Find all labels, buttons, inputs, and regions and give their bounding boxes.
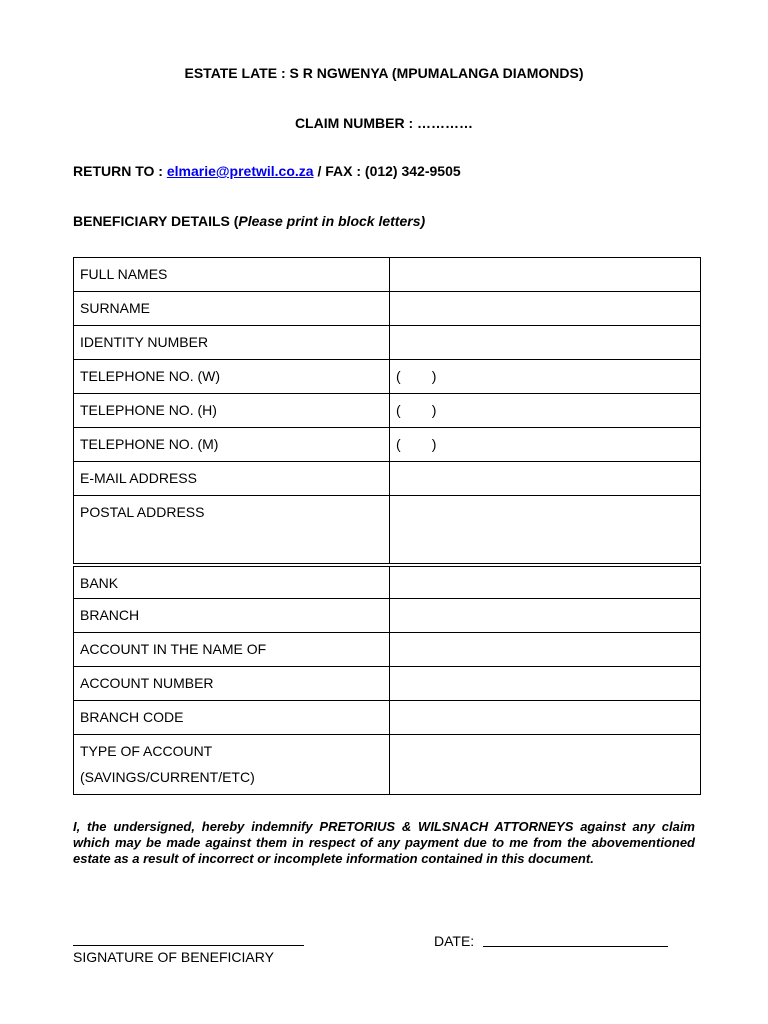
beneficiary-form-table [73, 257, 701, 795]
table-row [74, 428, 701, 462]
row-label: FULL NAMES [74, 258, 390, 292]
table-row [74, 599, 701, 633]
table-row [74, 394, 701, 428]
table-row [74, 701, 701, 735]
row-label: ACCOUNT IN THE NAME OF [74, 633, 390, 667]
branch-code-field[interactable] [390, 701, 701, 735]
type-of-account-hint: (SAVINGS/CURRENT/ETC) [80, 769, 255, 785]
telephone-home-field[interactable]: ( ) [390, 394, 701, 428]
row-label: ACCOUNT NUMBER [74, 667, 390, 701]
table-row [74, 258, 701, 292]
signature-line[interactable] [73, 945, 304, 946]
identity-number-field[interactable] [390, 326, 701, 360]
section-title: BENEFICIARY DETAILS ( [73, 213, 239, 229]
email-link[interactable]: elmarie@pretwil.co.za [166, 163, 314, 179]
date-label: DATE: [434, 933, 475, 949]
row-label: IDENTITY NUMBER [74, 326, 390, 360]
indemnity-statement: I, the undersigned, hereby indemnify PRETORIUS & WILSNACH ATTORNEYS against any claim which may be made against them in respect of any payment due to me from the abovementioned estate as a result of incorrect or incomplete information contained in this document. [73, 819, 695, 866]
claim-number: CLAIM NUMBER : ………… [294, 115, 474, 131]
section-heading [73, 213, 425, 229]
branch-field[interactable] [390, 599, 701, 633]
table-row [74, 360, 701, 394]
row-label: BANK [74, 565, 390, 599]
telephone-work-field[interactable]: ( ) [390, 360, 701, 394]
table-row [74, 496, 701, 565]
row-label: BRANCH [74, 599, 390, 633]
email-address-field[interactable] [390, 462, 701, 496]
postal-address-field[interactable] [390, 496, 701, 565]
row-label: POSTAL ADDRESS [74, 496, 390, 565]
full-names-field[interactable] [390, 258, 701, 292]
table-row [74, 326, 701, 360]
bank-field[interactable] [390, 565, 701, 599]
table-row [74, 633, 701, 667]
return-prefix: RETURN TO : [73, 163, 167, 179]
account-name-field[interactable] [390, 633, 701, 667]
row-label: E-MAIL ADDRESS [74, 462, 390, 496]
date-line[interactable] [483, 946, 668, 947]
account-number-field[interactable] [390, 667, 701, 701]
table-row [74, 462, 701, 496]
row-label: BRANCH CODE [74, 701, 390, 735]
telephone-mobile-field[interactable]: ( ) [390, 428, 701, 462]
table-row [74, 735, 701, 795]
return-to-line [73, 163, 461, 179]
table-row [74, 667, 701, 701]
type-of-account-label: TYPE OF ACCOUNT [80, 743, 213, 759]
row-label: TELEPHONE NO. (W) [74, 360, 390, 394]
type-of-account-field[interactable] [390, 735, 701, 795]
surname-field[interactable] [390, 292, 701, 326]
row-label: TELEPHONE NO. (M) [74, 428, 390, 462]
signature-label: SIGNATURE OF BENEFICIARY [73, 949, 274, 965]
table-row [74, 292, 701, 326]
row-label [74, 735, 390, 795]
document-title: ESTATE LATE : S R NGWENYA (MPUMALANGA DIAMONDS) [184, 65, 584, 81]
row-label: TELEPHONE NO. (H) [74, 394, 390, 428]
table-row [74, 565, 701, 599]
row-label: SURNAME [74, 292, 390, 326]
section-note: Please print in block letters) [238, 213, 426, 229]
fax-text: / FAX : (012) 342-9505 [313, 163, 461, 179]
